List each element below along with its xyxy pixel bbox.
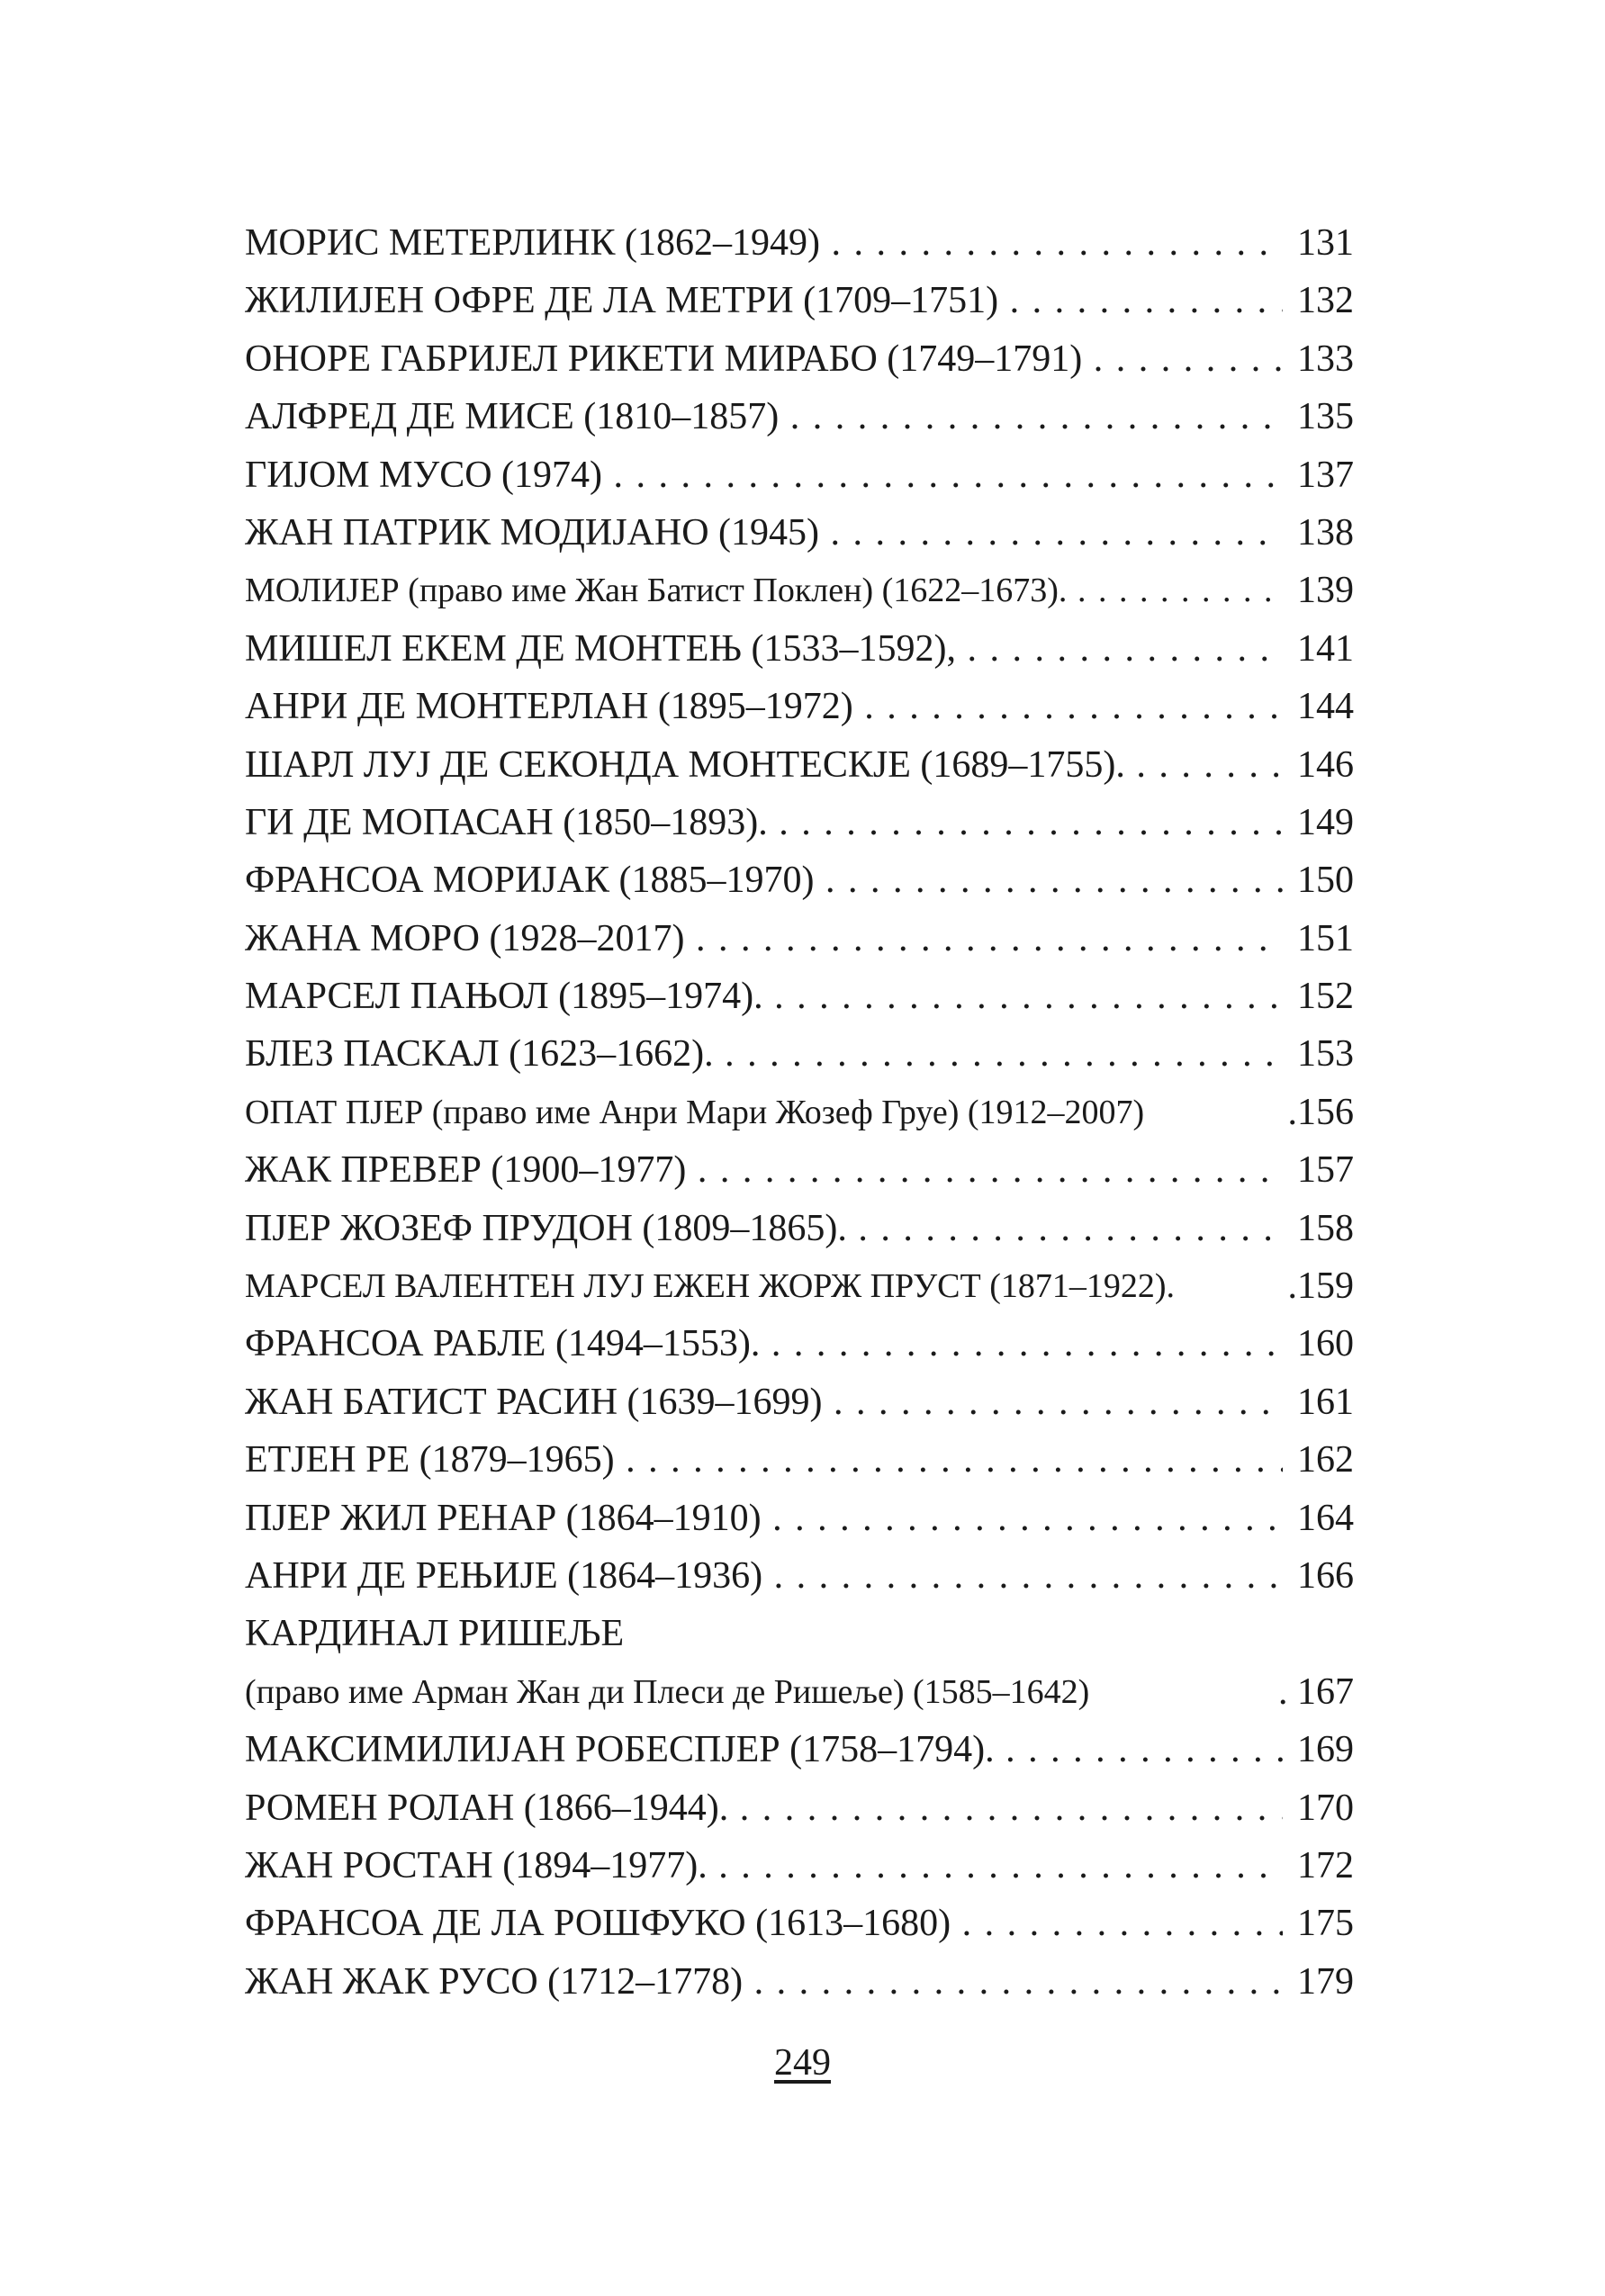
toc-entry [245, 910, 1354, 968]
toc-entry-page: .156 [1274, 1084, 1355, 1141]
toc-entry-page: 133 [1283, 330, 1354, 388]
toc-entry-page: 144 [1283, 678, 1354, 735]
toc-entry-page: 166 [1283, 1547, 1354, 1605]
toc-entry [245, 620, 1354, 678]
toc-entry-title-wrap [245, 1315, 1354, 1373]
toc-entry-title: ГИЈОМ МУСО (1974) . . . [245, 455, 1354, 496]
toc-entry-title: ГИ ДЕ МОПАСАН (1850–1893). . . . [245, 802, 1354, 843]
page-number [0, 2041, 1605, 2084]
toc-entry-page: . 167 [1264, 1663, 1354, 1721]
toc-entry [245, 1084, 1354, 1141]
toc-entry [245, 1257, 1354, 1315]
toc-entry-page: .159 [1274, 1257, 1355, 1315]
toc-entry [245, 1779, 1354, 1837]
toc-entry-title: ШАРЛ ЛУЈ ДЕ СЕКОНДА МОНТЕСКЈЕ (1689–1755). . . . [245, 744, 1354, 786]
toc-entry [245, 272, 1354, 329]
toc-entry-page: 151 [1283, 910, 1354, 968]
toc-entry [245, 1547, 1354, 1605]
table-of-contents [245, 214, 1354, 2011]
toc-entry-title-wrap [245, 794, 1354, 851]
toc-entry-title: ЖАН РОСТАН (1894–1977). . . . [245, 1845, 1354, 1886]
toc-entry-title: ЖАН БАТИСТ РАСИН (1639–1699) . . . [245, 1382, 1354, 1423]
toc-entry-page: 179 [1283, 1953, 1354, 2011]
toc-entry-page: 175 [1283, 1895, 1354, 1952]
toc-entry-page: 161 [1283, 1373, 1354, 1431]
toc-entry [245, 446, 1354, 504]
toc-entry-title: ФРАНСОА ДЕ ЛА РОШФУКО (1613–1680) . . . [245, 1903, 1354, 1944]
toc-entry-title: (право име Арман Жан ди Плеси де Ришеље) (1585–1642) [245, 1672, 1090, 1711]
toc-entry-title-wrap [245, 1953, 1354, 2011]
toc-entry [245, 504, 1354, 562]
toc-entry-title-wrap [245, 851, 1354, 909]
toc-entry-title: ФРАНСОА РАБЛЕ (1494–1553). . . . [245, 1323, 1354, 1364]
toc-entry-page: 137 [1283, 446, 1354, 504]
toc-entry-title-wrap [245, 1837, 1354, 1895]
toc-entry-page: 131 [1283, 214, 1354, 272]
toc-entry-title: МАКСИМИЛИЈАН РОБЕСПЈЕР (1758–1794). . . . [245, 1729, 1354, 1770]
toc-entry-title: КАРДИНАЛ РИШЕЉЕ [245, 1613, 625, 1655]
toc-entry-title-wrap [245, 1025, 1354, 1083]
toc-entry [245, 1953, 1354, 2011]
toc-entry-title-wrap [245, 1200, 1354, 1257]
toc-entry-title: ОПАТ ПЈЕР (право име Анри Мари Жозеф Груе) (1912–2007) [245, 1093, 1145, 1131]
toc-entry-title-wrap [245, 214, 1354, 272]
toc-entry-title-wrap [245, 272, 1354, 329]
toc-entry [245, 1490, 1354, 1547]
toc-entry [245, 1895, 1354, 1952]
toc-entry-page: 164 [1283, 1490, 1354, 1547]
toc-entry [245, 1721, 1354, 1778]
toc-entry [245, 851, 1354, 909]
toc-entry-title-wrap [245, 1605, 1354, 1662]
toc-entry [245, 1837, 1354, 1895]
toc-entry-title: МОРИС МЕТЕРЛИНК (1862–1949) . . . [245, 222, 1354, 264]
toc-entry-title: АЛФРЕД ДЕ МИСЕ (1810–1857) . . . [245, 396, 1354, 437]
toc-entry-title: АНРИ ДЕ МОНТЕРЛАН (1895–1972) . . . [245, 686, 1354, 727]
toc-entry-page: 139 [1283, 562, 1354, 619]
toc-entry [245, 562, 1354, 619]
toc-entry-title: ПЈЕР ЖОЗЕФ ПРУДОН (1809–1865). . . . [245, 1208, 1354, 1249]
toc-entry-title: ЖАНА МОРО (1928–2017) . . . [245, 918, 1354, 959]
toc-entry-title: ЖАК ПРЕВЕР (1900–1977) . . . [245, 1149, 1354, 1191]
toc-entry [245, 1141, 1354, 1199]
toc-entry [245, 968, 1354, 1025]
toc-entry [245, 1315, 1354, 1373]
toc-entry-page: 141 [1283, 620, 1354, 678]
toc-entry-title: ПЈЕР ЖИЛ РЕНАР (1864–1910) . . . [245, 1498, 1354, 1539]
toc-entry [245, 214, 1354, 272]
toc-entry-page: 135 [1283, 388, 1354, 446]
toc-entry-title-wrap [245, 1779, 1354, 1837]
toc-entry-title: РОМЕН РОЛАН (1866–1944). . . . [245, 1787, 1354, 1829]
toc-entry [245, 1663, 1354, 1721]
toc-entry [245, 736, 1354, 794]
toc-entry [245, 330, 1354, 388]
toc-entry-page: 170 [1283, 1779, 1354, 1837]
toc-entry-title: ЕТЈЕН РЕ (1879–1965) . . . [245, 1439, 1354, 1481]
toc-entry-title-wrap [245, 1257, 1354, 1315]
toc-entry [245, 1431, 1354, 1489]
toc-entry-title-wrap [245, 330, 1354, 388]
toc-entry-title: ЖАН ЖАК РУСО (1712–1778) . . . [245, 1961, 1354, 2003]
toc-entry [245, 1605, 1354, 1662]
toc-entry [245, 1200, 1354, 1257]
toc-entry-title-wrap [245, 446, 1354, 504]
toc-entry-title-wrap [245, 562, 1354, 619]
toc-entry-page: 162 [1283, 1431, 1354, 1489]
toc-entry-title-wrap [245, 1141, 1354, 1199]
toc-entry-page: 172 [1283, 1837, 1354, 1895]
toc-entry-title-wrap [245, 1663, 1354, 1721]
toc-entry-title: ОНОРЕ ГАБРИЈЕЛ РИКЕТИ МИРАБО (1749–1791) . . . [245, 338, 1354, 380]
toc-entry-title-wrap [245, 1721, 1354, 1778]
toc-entry-page: 149 [1283, 794, 1354, 851]
toc-entry-title: МИШЕЛ ЕКЕМ ДЕ МОНТЕЊ (1533–1592), . . . [245, 628, 1354, 670]
page-number-label: 249 [774, 2042, 831, 2084]
toc-entry-title-wrap [245, 910, 1354, 968]
toc-entry-title-wrap [245, 388, 1354, 446]
toc-entry-title: БЛЕЗ ПАСКАЛ (1623–1662). . . . [245, 1033, 1354, 1075]
toc-entry-title: МАРСЕЛ ПАЊОЛ (1895–1974). . . . [245, 976, 1354, 1017]
toc-entry-title: АНРИ ДЕ РЕЊИЈЕ (1864–1936) . . . [245, 1555, 1354, 1597]
toc-entry-page: 150 [1283, 851, 1354, 909]
toc-entry-title-wrap [245, 620, 1354, 678]
toc-entry-title-wrap [245, 1547, 1354, 1605]
toc-entry-title: ФРАНСОА МОРИЈАК (1885–1970) . . . [245, 860, 1354, 901]
toc-entry-title-wrap [245, 1373, 1354, 1431]
toc-entry [245, 388, 1354, 446]
toc-entry-page: 158 [1283, 1200, 1354, 1257]
toc-entry-page: 152 [1283, 968, 1354, 1025]
toc-entry-page: 169 [1283, 1721, 1354, 1778]
toc-entry [245, 794, 1354, 851]
toc-entry-page: 157 [1283, 1141, 1354, 1199]
toc-entry-page: 138 [1283, 504, 1354, 562]
toc-entry [245, 1025, 1354, 1083]
toc-entry-title-wrap [245, 1431, 1354, 1489]
toc-entry-title-wrap [245, 504, 1354, 562]
toc-entry-title-wrap [245, 678, 1354, 735]
toc-entry-page: 160 [1283, 1315, 1354, 1373]
toc-entry-title: МОЛИЈЕР (право име Жан Батист Поклен) (1622–1673). . . . [245, 572, 1354, 609]
toc-entry-title-wrap [245, 1895, 1354, 1952]
toc-entry-page: 132 [1283, 272, 1354, 329]
toc-entry [245, 678, 1354, 735]
toc-entry-title-wrap [245, 968, 1354, 1025]
toc-entry-title-wrap [245, 1490, 1354, 1547]
toc-entry [245, 1373, 1354, 1431]
toc-entry-page: 146 [1283, 736, 1354, 794]
toc-entry-title-wrap [245, 1084, 1354, 1141]
toc-entry-page: 153 [1283, 1025, 1354, 1083]
toc-entry-title: ЖИЛИЈЕН ОФРЕ ДЕ ЛА МЕТРИ (1709–1751) . . . [245, 280, 1354, 321]
toc-entry-title: ЖАН ПАТРИК МОДИЈАНО (1945) . . . [245, 512, 1354, 554]
toc-entry-title-wrap [245, 736, 1354, 794]
toc-entry-title: МАРСЕЛ ВАЛЕНТЕН ЛУЈ ЕЖЕН ЖОРЖ ПРУСТ (1871–1922). [245, 1267, 1176, 1306]
